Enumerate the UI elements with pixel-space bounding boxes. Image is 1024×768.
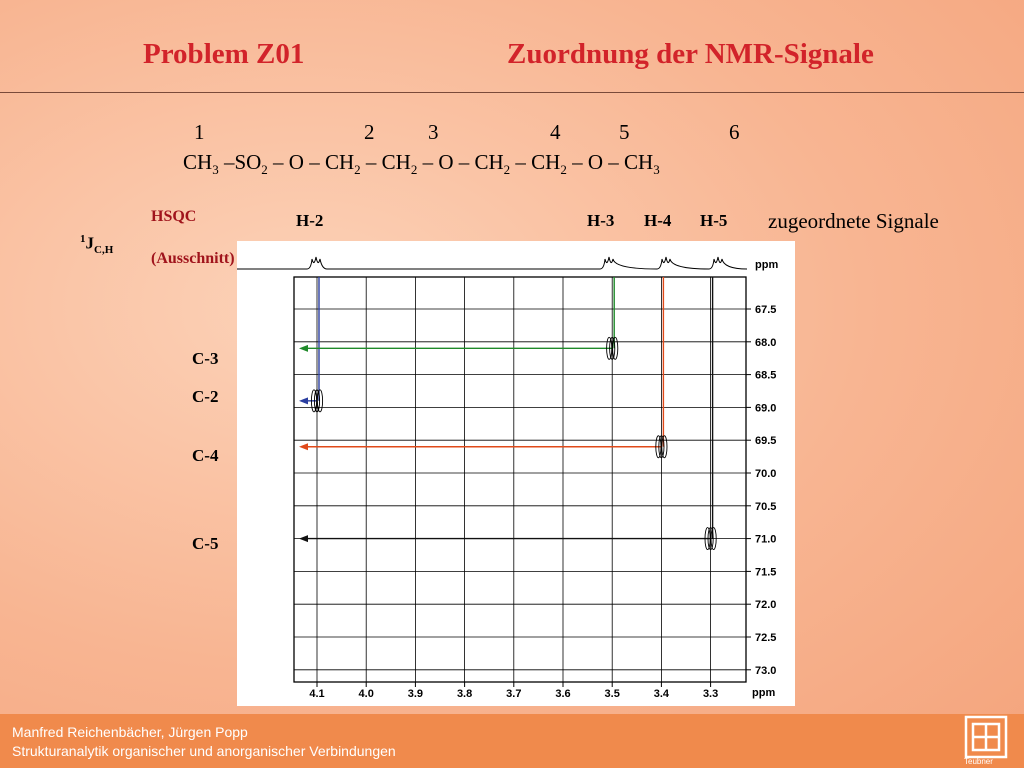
position-number-5: 5 xyxy=(619,120,630,144)
f1-tick-label: 67.5 xyxy=(755,304,777,316)
plot-frame xyxy=(294,277,746,682)
f1-tick-label: 71.0 xyxy=(755,533,777,546)
f2-tick-label: 3.4 xyxy=(653,688,670,700)
slide-title-left: Problem Z01 xyxy=(143,38,305,70)
c2-label: C-2 xyxy=(192,387,219,406)
f2-tick-label: 3.9 xyxy=(407,688,424,700)
guide-arrowhead xyxy=(299,535,308,542)
position-number-2: 2 xyxy=(364,120,375,144)
guide-arrowhead xyxy=(299,443,308,450)
hsqc-spectrum-plot xyxy=(237,241,795,706)
position-number-4: 4 xyxy=(550,120,561,144)
h4-label: H-4 xyxy=(644,211,672,230)
footer-authors: Manfred Reichenbächer, Jürgen Popp xyxy=(12,724,248,740)
f1-tick-label: 68.5 xyxy=(755,369,777,382)
ausschnitt-label: (Ausschnitt) xyxy=(151,250,235,267)
f1-tick-label: 72.0 xyxy=(755,599,777,612)
f1-tick-label: 68.0 xyxy=(755,336,777,349)
molecular-formula xyxy=(183,150,660,178)
h3-label: H-3 xyxy=(587,211,615,230)
cross-peaks xyxy=(299,277,716,550)
slide-title-right: Zuordnung der NMR-Signale xyxy=(507,38,874,70)
title-divider xyxy=(0,92,1024,93)
f2-tick-label: 3.3 xyxy=(702,688,719,700)
guide-arrowhead xyxy=(299,345,308,352)
f2-tick-label: 4.1 xyxy=(309,688,325,700)
f1-tick-label: 72.5 xyxy=(755,632,777,644)
h5-label: H-5 xyxy=(700,211,728,230)
f2-tick-label: 3.7 xyxy=(506,688,522,700)
f2-ticks xyxy=(309,682,775,700)
f2-tick-label: 4.0 xyxy=(358,688,374,700)
footer-book-title: Strukturanalytik organischer und anorganischer Verbindungen xyxy=(12,743,396,759)
formula-part: – $CH_2$ xyxy=(510,150,567,178)
assigned-signals-label: zugeordnete Signale xyxy=(768,209,939,233)
publisher-logo-text: Teubner xyxy=(964,757,993,766)
position-number-1: 1 xyxy=(194,120,205,144)
h2-label: H-2 xyxy=(296,211,324,230)
f1-tick-label: 70.5 xyxy=(755,500,777,513)
formula-part: $CH_3$ xyxy=(183,150,219,178)
formula-part: $-SO_2$ xyxy=(218,150,268,178)
formula-part: – O – $CH_2$ xyxy=(417,150,511,178)
footer-bar xyxy=(0,714,1024,768)
f1-tick-label: 73.0 xyxy=(755,664,777,677)
f2-tick-label: 3.8 xyxy=(456,688,473,700)
f1-tick-label: 70.0 xyxy=(755,468,777,480)
c3-label: C-3 xyxy=(192,349,219,368)
f2-tick-label: 3.6 xyxy=(555,688,571,700)
formula-part: – O – $CH_3$ xyxy=(566,150,660,178)
f1-ticks xyxy=(746,304,776,677)
hsqc-spectrum-panel xyxy=(237,241,795,706)
c5-label: C-5 xyxy=(192,534,219,553)
f2-ppm-label: ppm xyxy=(755,259,779,271)
f2-tick-label: 3.5 xyxy=(604,688,620,700)
f1-tick-label: 71.5 xyxy=(755,566,777,579)
f2-projection-trace xyxy=(237,257,747,269)
grid-lines xyxy=(294,277,746,682)
f1-tick-label: 69.0 xyxy=(755,402,777,415)
f1-ppm-label: ppm xyxy=(752,687,776,699)
position-number-6: 6 xyxy=(729,120,740,144)
formula-part: – O – $CH_2$ xyxy=(267,150,361,178)
guide-arrowhead xyxy=(299,397,308,404)
f1-tick-label: 69.5 xyxy=(755,435,777,448)
formula-part: – $CH_2$ xyxy=(360,150,418,178)
position-number-3: 3 xyxy=(428,120,439,144)
c4-label: C-4 xyxy=(192,446,219,465)
hsqc-label: HSQC xyxy=(151,208,197,225)
coupling-constant-label: $^1J_{C,H}$ xyxy=(80,233,114,257)
